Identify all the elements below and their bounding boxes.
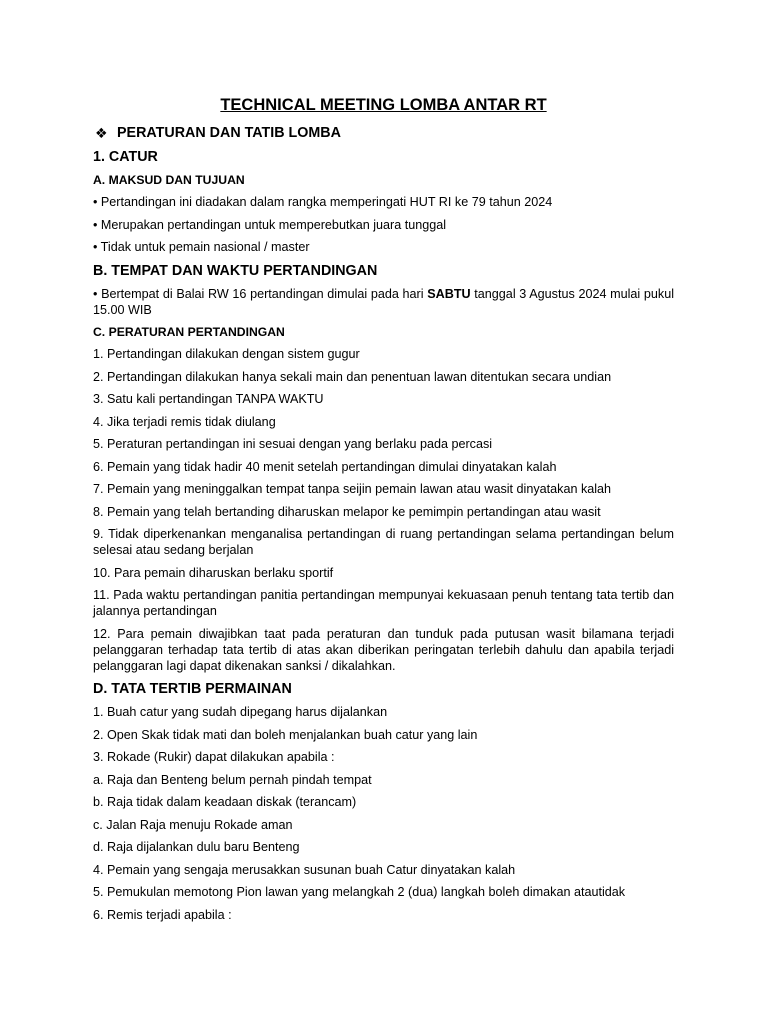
section-d-heading: D. TATA TERTIB PERMAINAN xyxy=(93,681,292,697)
section-c-item: 5. Peraturan pertandingan ini sesuai dengan yang berlaku pada percasi xyxy=(93,437,493,451)
section-catur-heading: 1. CATUR xyxy=(93,149,158,165)
section-d-item: d. Raja dijalankan dulu baru Benteng xyxy=(93,840,300,854)
section-b-day: SABTU xyxy=(427,286,471,301)
section-a-item: • Pertandingan ini diadakan dalam rangka memperingati HUT RI ke 79 tahun 2024 xyxy=(93,195,553,209)
section-d-item: 6. Remis terjadi apabila : xyxy=(93,907,232,922)
section-d-item: a. Raja dan Benteng belum pernah pindah tempat xyxy=(93,772,372,787)
section-d-item: 5. Pemukulan memotong Pion lawan yang melangkah 2 (dua) langkah boleh dimakan atautidak xyxy=(93,885,626,899)
section-c-heading: C. PERATURAN PERTANDINGAN xyxy=(93,325,285,339)
section-c-item: 12. Para pemain diwajibkan taat pada peraturan dan tunduk pada putusan wasit bilamana terjadi pelanggaran terhadap tata tertib di atas akan diberikan peringatan terlebih dahulu dan apabila terjadi pelanggaran lagi dapat dikenakan sanksi / dikalahkan. xyxy=(93,626,674,673)
rules-heading-text: PERATURAN DAN TATIB LOMBA xyxy=(117,125,341,141)
section-a-item: • Merupakan pertandingan untuk memperebutkan juara tunggal xyxy=(93,217,447,232)
section-c-item: 3. Satu kali pertandingan TANPA WAKTU xyxy=(93,392,324,406)
document-page xyxy=(93,94,674,929)
section-c-item: 9. Tidak diperkenankan menganalisa pertandingan di ruang pertandingan selama pertandingan belum selesai atau sedang berjalan xyxy=(93,527,674,557)
section-c-item: 8. Pemain yang telah bertanding diharuskan melapor ke pemimpin pertandingan atau wasit xyxy=(93,504,601,519)
section-d-item: 4. Pemain yang sengaja merusakkan susunan buah Catur dinyatakan kalah xyxy=(93,862,516,877)
section-c-item: 6. Pemain yang tidak hadir 40 menit setelah pertandingan dimulai dinyatakan kalah xyxy=(93,459,557,474)
section-a-item: • Tidak untuk pemain nasional / master xyxy=(93,240,310,254)
section-c-item: 2. Pertandingan dilakukan hanya sekali main dan penentuan lawan ditentukan secara undian xyxy=(93,369,612,384)
section-c-item: 7. Pemain yang meninggalkan tempat tanpa seijin pemain lawan atau wasit dinyatakan kalah xyxy=(93,482,612,496)
section-d-item: 3. Rokade (Rukir) dapat dilakukan apabila : xyxy=(93,750,335,764)
section-c-item: 1. Pertandingan dilakukan dengan sistem gugur xyxy=(93,347,360,361)
section-c-item: 4. Jika terjadi remis tidak diulang xyxy=(93,414,276,429)
section-b-text-before: • Bertempat di Balai RW 16 pertandingan dimulai pada hari xyxy=(93,286,428,301)
section-b-paragraph xyxy=(93,286,674,318)
section-c-item: 10. Para pemain diharuskan berlaku sportif xyxy=(93,565,334,580)
section-d-item: c. Jalan Raja menuju Rokade aman xyxy=(93,817,293,832)
diamond-bullet-icon: ❖ xyxy=(95,125,108,141)
document-title: TECHNICAL MEETING LOMBA ANTAR RT xyxy=(220,96,547,114)
section-c-item: 11. Pada waktu pertandingan panitia pertandingan mempunyai kekuasaan penuh tentang tata tertib dan jalannya pertandingan xyxy=(93,588,674,618)
section-d-item: 2. Open Skak tidak mati dan boleh menjalankan buah catur yang lain xyxy=(93,727,478,742)
rules-heading xyxy=(93,124,674,142)
section-b-heading: B. TEMPAT DAN WAKTU PERTANDINGAN xyxy=(93,262,378,279)
section-d-item: b. Raja tidak dalam keadaan diskak (terancam) xyxy=(93,795,357,809)
section-d-item: 1. Buah catur yang sudah dipegang harus dijalankan xyxy=(93,705,388,719)
section-b-text-after: tanggal 3 Agustus 2024 mulai pukul 15.00 WIB xyxy=(93,286,674,317)
section-a-heading: A. MAKSUD DAN TUJUAN xyxy=(93,173,245,187)
